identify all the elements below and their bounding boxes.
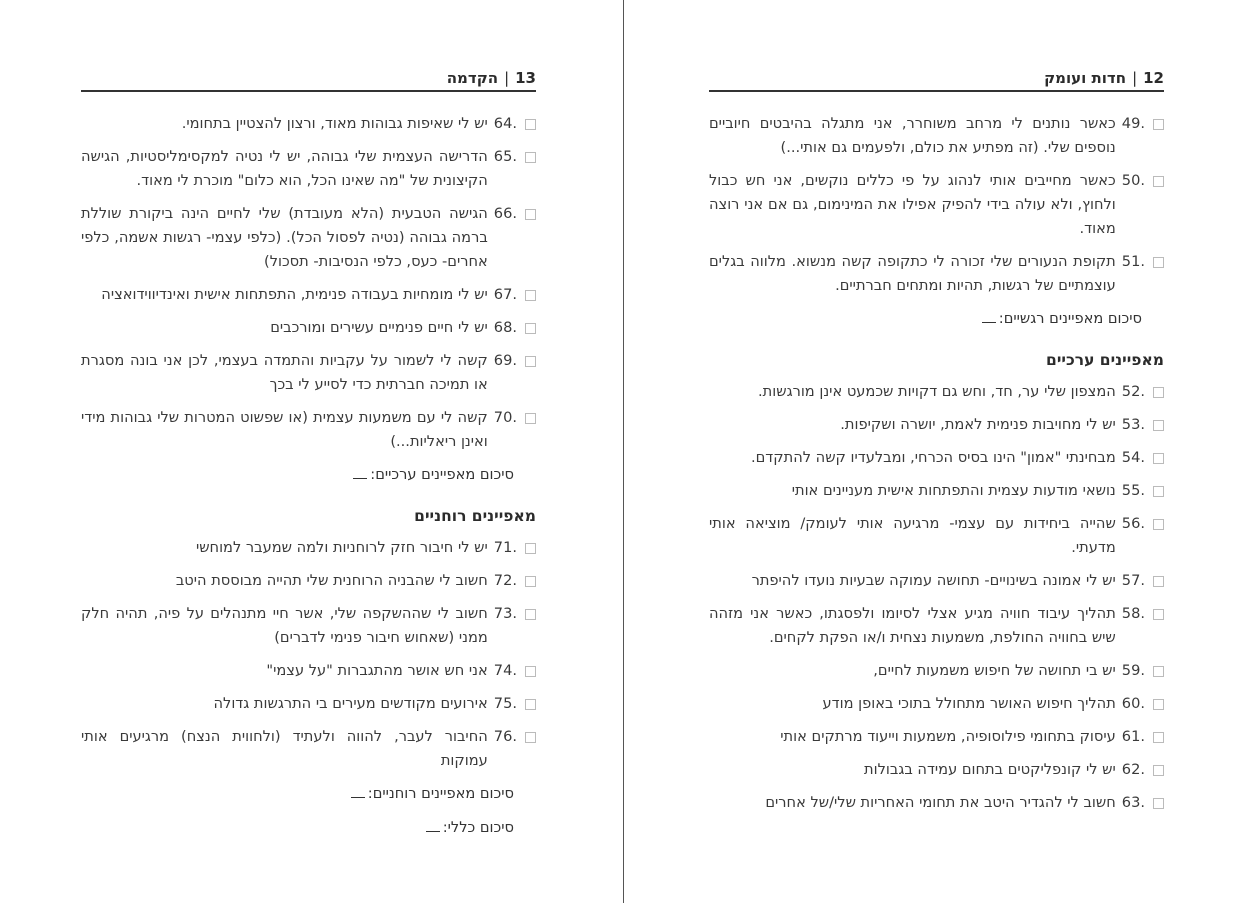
item-number: 59. [1121, 662, 1145, 679]
checkbox[interactable] [1153, 257, 1164, 268]
checkbox[interactable] [525, 732, 536, 743]
checklist-item [709, 791, 1164, 815]
item-number: 63. [1121, 794, 1145, 811]
item-text: תקופת הנעורים שלי זכורה לי כתקופה קשה מנשוא. מלווה בגלים עוצמתיים של רגשות, תהיות ומתחים חברתיים. [709, 253, 1116, 294]
checklist-item [81, 406, 536, 454]
item-text: יש לי חיים פנימיים עשירים ומורכבים [270, 319, 488, 336]
checkbox[interactable] [1153, 486, 1164, 497]
checklist-item [81, 569, 536, 593]
item-number: 69. [493, 352, 517, 369]
section-title: מאפיינים ערכיים [1046, 351, 1164, 369]
item-number: 54. [1121, 449, 1145, 466]
item-text: חשוב לי שההשקפה שלי, אשר חיי מתנהלים על פיה, תהיה חלק ממני (שאחוש חיבור פנימי לדברים) [81, 605, 488, 646]
checklist-item [709, 446, 1164, 470]
item-list [709, 112, 1164, 298]
item-number: 74. [493, 662, 517, 679]
item-number: 61. [1121, 728, 1145, 745]
header-separator: | [1132, 69, 1138, 87]
item-text: אירועים מקודשים מעירים בי התרגשות גדולה [213, 695, 488, 712]
checklist-item [81, 316, 536, 340]
checkbox[interactable] [525, 323, 536, 334]
checkbox[interactable] [1153, 765, 1164, 776]
page-header [81, 66, 536, 92]
item-number: 65. [493, 148, 517, 165]
checklist-item [81, 659, 536, 683]
checklist-item [709, 479, 1164, 503]
item-text: תהליך עיבוד חוויה מגיע אצלי לסיומו ולפסגתו, כאשר אני מזהה שיש בחוויה החולפת, משמעות נצחית ו/או הפקת לקחים. [709, 605, 1116, 646]
item-text: הגישה הטבעית (הלא מעובדת) שלי לחיים הינה ביקורת שוללת ברמה גבוהה (נטיה לפסול הכל). (כלפי עצמי- רגשות אשמה, כלפי אחרים- כעס, כלפי הנסיבות- תסכול) [81, 205, 488, 270]
checklist-item [81, 112, 536, 136]
item-list [709, 380, 1164, 815]
item-text: מבחינתי "אמון" הינו בסיס הכרחי, ומבלעדיו קשה להתקדם. [750, 449, 1116, 466]
item-number: 73. [493, 605, 517, 622]
checkbox[interactable] [525, 152, 536, 163]
checkbox[interactable] [1153, 420, 1164, 431]
checkbox[interactable] [1153, 119, 1164, 130]
checkbox[interactable] [1153, 576, 1164, 587]
checkbox[interactable] [525, 356, 536, 367]
item-text: חשוב לי להגדיר היטב את תחומי האחריות שלי/של אחרים [765, 794, 1116, 811]
item-number: 57. [1121, 572, 1145, 589]
item-text: החיבור לעבר, להווה ולעתיד (ולחווית הנצח) מרגיעים אותי עמוקות [81, 728, 488, 769]
item-text: יש לי חיבור חזק לרוחניות ולמה שמעבר למוחשי [195, 539, 488, 556]
checklist-item [709, 112, 1164, 160]
summary-line: סיכום מאפיינים רוחניים: [81, 782, 514, 806]
checklist-item [81, 145, 536, 193]
checklist-item [709, 413, 1164, 437]
item-number: 58. [1121, 605, 1145, 622]
page-number: 12 [1143, 69, 1164, 87]
fill-in-blank[interactable] [353, 464, 367, 479]
checkbox[interactable] [525, 119, 536, 130]
item-text: יש לי מחויבות פנימית לאמת, יושרה ושקיפות. [840, 416, 1116, 433]
chapter-title: חדות ועומק [1044, 69, 1127, 87]
checklist-item [81, 602, 536, 650]
item-text: יש לי קונפליקטים בתחום עמידה בגבולות [864, 761, 1116, 778]
item-number: 55. [1121, 482, 1145, 499]
checklist-item [81, 349, 536, 397]
item-text: תהליך חיפוש האושר מתחולל בתוכי באופן מודע [822, 695, 1116, 712]
item-text: יש בי תחושה של חיפוש משמעות לחיים, [873, 662, 1116, 679]
item-text: יש לי אמונה בשינויים- תחושה עמוקה שבעיות נועדו להיפתר [751, 572, 1116, 589]
checklist-item [709, 250, 1164, 298]
checkbox[interactable] [1153, 666, 1164, 677]
item-text: הדרישה העצמית שלי גבוהה, יש לי נטיה למקסימליסטיות, הגישה הקיצונית של "מה שאינו הכל, הוא כלום" מוכרת לי מאוד. [81, 148, 488, 189]
item-text: נושאי מודעות עצמית והתפתחות אישית מעניינים אותי [791, 482, 1116, 499]
item-number: 66. [493, 205, 517, 222]
fill-in-blank[interactable] [351, 783, 365, 798]
checklist-item [81, 725, 536, 773]
checkbox[interactable] [1153, 176, 1164, 187]
checkbox[interactable] [525, 699, 536, 710]
item-number: 53. [1121, 416, 1145, 433]
item-text: המצפון שלי ער, חד, וחש גם דקויות שכמעט אינן מורגשות. [758, 383, 1116, 400]
checklist-item [81, 536, 536, 560]
summary-line: סיכום מאפיינים ערכיים: [81, 463, 514, 487]
item-text: יש לי שאיפות גבוהות מאוד, ורצון להצטיין בתחומי. [181, 115, 488, 132]
item-text: עיסוק בתחומי פילוסופיה, משמעות וייעוד מרתקים אותי [780, 728, 1116, 745]
page-number: 13 [515, 69, 536, 87]
page-header [709, 66, 1164, 92]
item-text: יש לי מומחיות בעבודה פנימית, התפתחות אישית ואינדיווידואציה [101, 286, 488, 303]
checkbox[interactable] [525, 209, 536, 220]
checkbox[interactable] [1153, 387, 1164, 398]
item-number: 70. [493, 409, 517, 426]
page-12 [709, 0, 1164, 903]
chapter-title: הקדמה [446, 69, 499, 87]
item-number: 56. [1121, 515, 1145, 532]
item-number: 64. [493, 115, 517, 132]
item-text: חשוב לי שהבניה הרוחנית שלי תהייה מבוססת היטב [175, 572, 488, 589]
item-number: 76. [493, 728, 517, 745]
item-list [81, 112, 536, 454]
item-text: אני חש אושר מהתגברות "על עצמי" [266, 662, 488, 679]
item-text: קשה לי לשמור על עקביות והתמדה בעצמי, לכן אני בונה מסגרת או תמיכה חברתית כדי לסייע לי בכך [81, 352, 488, 393]
checkbox[interactable] [525, 576, 536, 587]
item-number: 49. [1121, 115, 1145, 132]
checkbox[interactable] [525, 666, 536, 677]
checklist-item [81, 283, 536, 307]
section-title: מאפיינים רוחניים [414, 507, 536, 525]
item-number: 68. [493, 319, 517, 336]
checklist-item [709, 602, 1164, 650]
checklist-item [709, 569, 1164, 593]
checklist-item [709, 659, 1164, 683]
checkbox[interactable] [1153, 519, 1164, 530]
item-number: 62. [1121, 761, 1145, 778]
checklist-item [709, 692, 1164, 716]
item-number: 72. [493, 572, 517, 589]
checkbox[interactable] [1153, 699, 1164, 710]
checkbox[interactable] [1153, 798, 1164, 809]
item-number: 67. [493, 286, 517, 303]
checkbox[interactable] [525, 543, 536, 554]
item-text: כאשר נותנים לי מרחב משוחרר, אני מתגלה בהיבטים חיוביים נוספים שלי. (זה מפתיע את כולם, ולפעמים גם אותי...) [709, 115, 1116, 156]
checklist-item [81, 692, 536, 716]
checklist-item [709, 758, 1164, 782]
checkbox[interactable] [1153, 453, 1164, 464]
fill-in-blank[interactable] [982, 308, 996, 323]
summary-line: סיכום מאפיינים רגשיים: [709, 307, 1142, 331]
checklist-item [709, 169, 1164, 241]
item-number: 60. [1121, 695, 1145, 712]
checklist-item [709, 380, 1164, 404]
item-text: שהייה ביחידות עם עצמי- מרגיעה אותי לעומק/ מוציאה אותי מדעתי. [709, 515, 1116, 556]
checklist-item [709, 512, 1164, 560]
checkbox[interactable] [1153, 732, 1164, 743]
checklist-item [709, 725, 1164, 749]
item-text: כאשר מחייבים אותי לנהוג על פי כללים נוקשים, אני חש כבול ולחוץ, ולא עולה בידי להפיק אפילו את המינימום, גם אם אני רוצה מאוד. [709, 172, 1116, 237]
summary-total-line: סיכום כללי: [81, 816, 514, 840]
item-number: 52. [1121, 383, 1145, 400]
header-separator: | [504, 69, 510, 87]
book-spine [623, 0, 624, 903]
checkbox[interactable] [525, 290, 536, 301]
item-text: קשה לי עם משמעות עצמית (או שפשוט המטרות שלי גבוהות מידי ואינן ריאליות...) [81, 409, 488, 450]
item-number: 50. [1121, 172, 1145, 189]
item-list [81, 536, 536, 773]
checkbox[interactable] [525, 609, 536, 620]
checklist-item [81, 202, 536, 274]
item-number: 75. [493, 695, 517, 712]
fill-in-blank[interactable] [426, 817, 440, 832]
checkbox[interactable] [1153, 609, 1164, 620]
item-number: 71. [493, 539, 517, 556]
page-13 [81, 0, 536, 903]
checkbox[interactable] [525, 413, 536, 424]
item-number: 51. [1121, 253, 1145, 270]
